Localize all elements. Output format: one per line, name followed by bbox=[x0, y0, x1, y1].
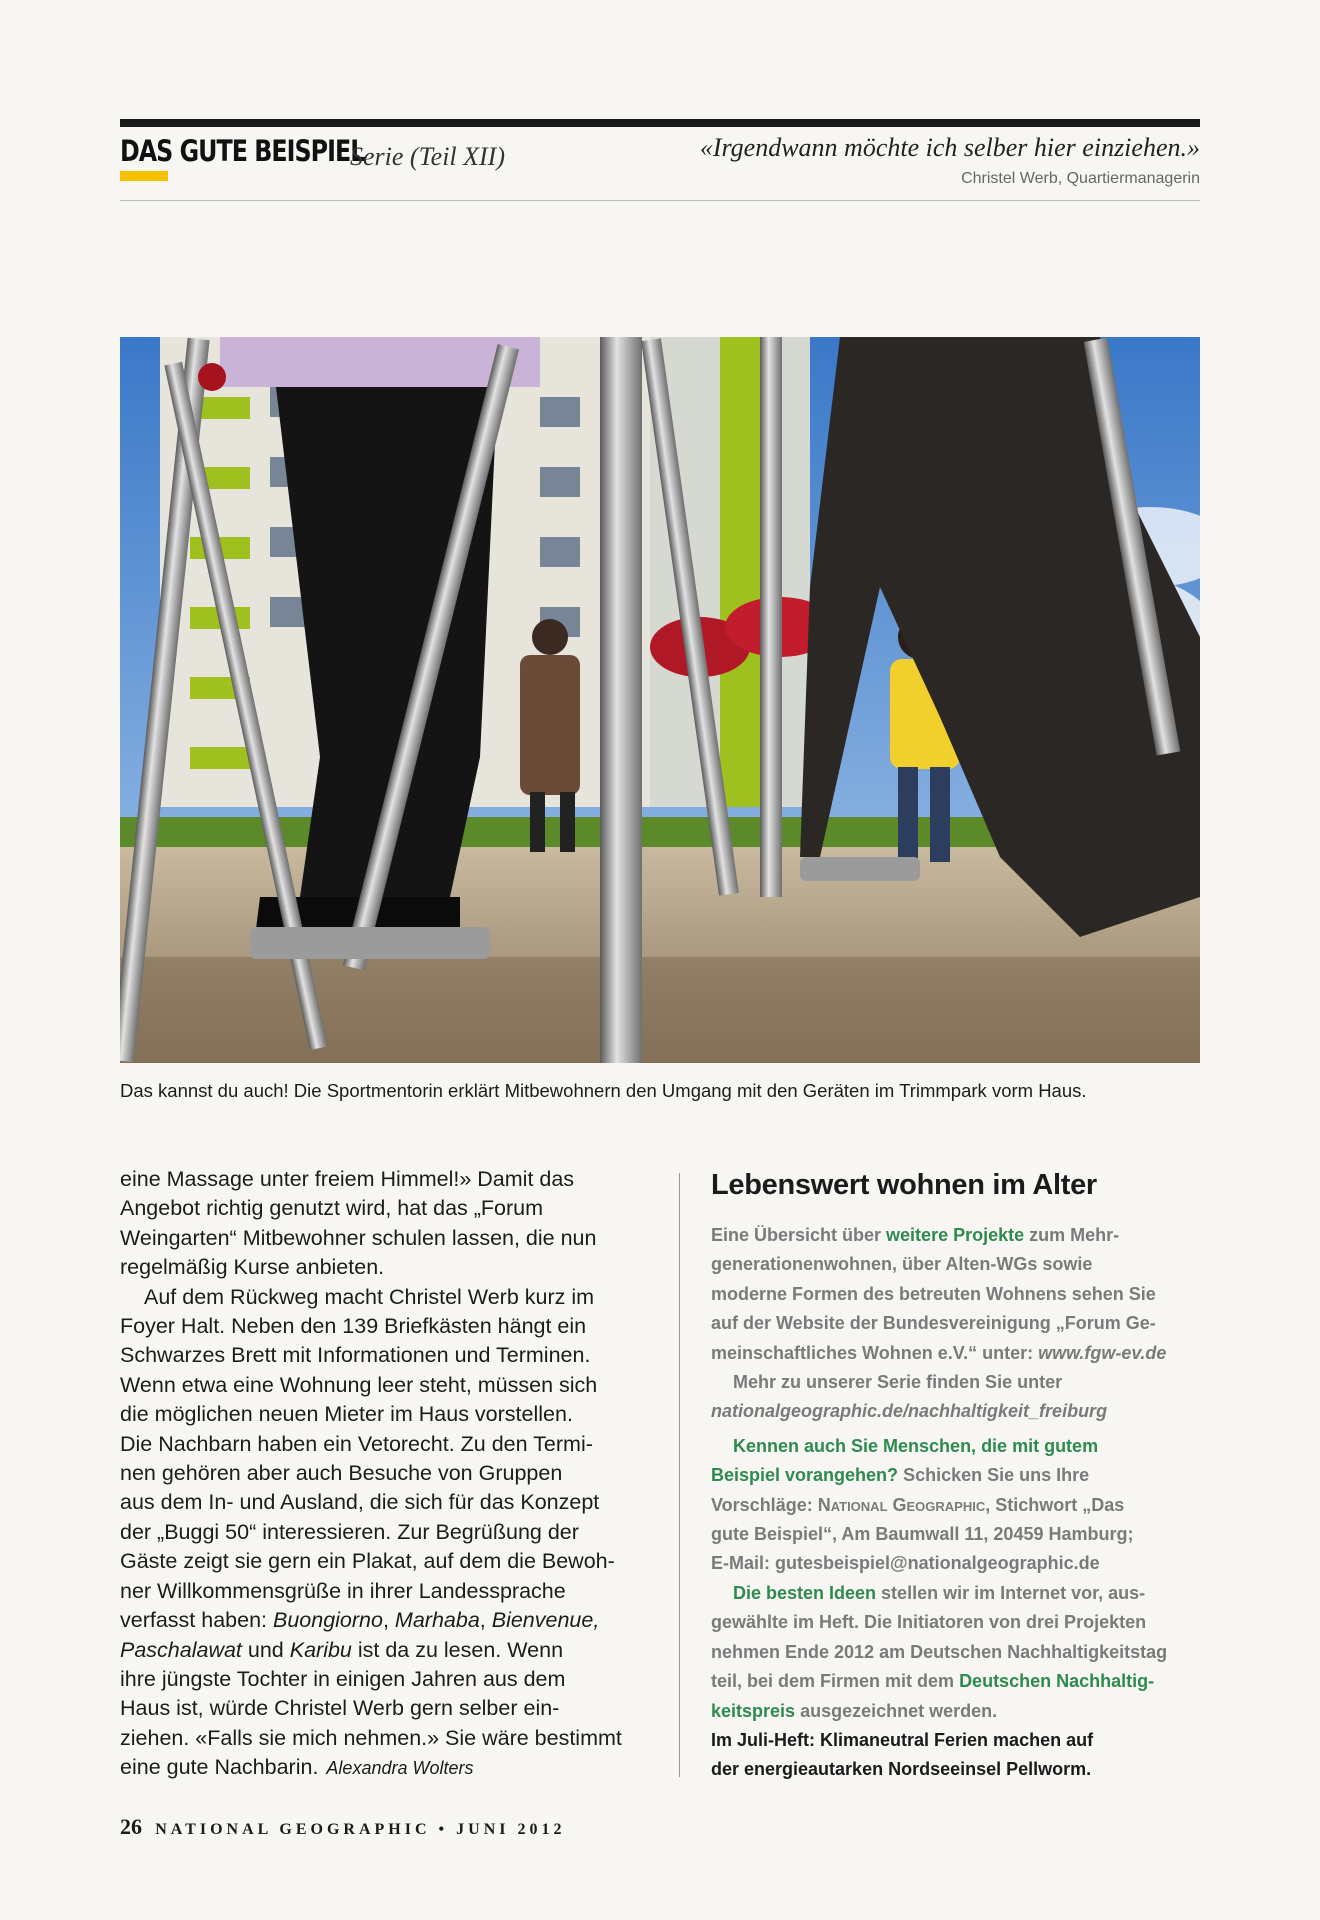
quote-source: Christel Werb, Quartiermanagerin bbox=[961, 170, 1200, 187]
text-run: , Stichwort „Das bbox=[985, 1494, 1125, 1515]
article-line: Schwarzes Brett mit Informationen und Terminen. bbox=[120, 1343, 591, 1368]
sidebar-title: Lebenswert wohnen im Alter bbox=[711, 1169, 1097, 1201]
sidebar-line bbox=[711, 1667, 1201, 1696]
article-line: Auf dem Rückweg macht Christel Werb kurz im bbox=[144, 1284, 595, 1309]
sidebar-line bbox=[711, 1397, 1201, 1426]
article-line: nen gehören aber auch Besuche von Gruppen bbox=[120, 1461, 563, 1486]
sidebar-line bbox=[711, 1221, 1201, 1250]
sidebar-line bbox=[711, 1697, 1201, 1726]
sidebar-highlight: Kennen auch Sie Menschen, die mit gutem bbox=[733, 1435, 1099, 1456]
sidebar-line bbox=[711, 1491, 1201, 1520]
article-line: ihre jüngste Tochter in einigen Jahren aus dem bbox=[120, 1666, 566, 1691]
text-run: , bbox=[479, 1608, 492, 1633]
text-run: teil, bei dem Firmen mit dem bbox=[711, 1671, 960, 1692]
column-rule bbox=[679, 1173, 680, 1777]
greeting-word: Buongiorno bbox=[272, 1608, 383, 1633]
fgw-url-link[interactable]: www.fgw-ev.de bbox=[1038, 1342, 1167, 1363]
text-run: Vorschläge: bbox=[711, 1494, 818, 1515]
article-line: regelmäßig Kurse anbieten. bbox=[120, 1255, 385, 1280]
sidebar-line: gewählte im Heft. Die Initiatoren von drei Projekten bbox=[711, 1612, 1147, 1633]
sidebar-line: generationenwohnen, über Alten-WGs sowie bbox=[711, 1254, 1093, 1275]
page-number: 26 bbox=[120, 1814, 142, 1839]
greeting-word: Karibu bbox=[289, 1637, 352, 1662]
article-line bbox=[120, 1606, 680, 1635]
article-line: aus dem In- und Ausland, die sich für das Konzept bbox=[120, 1490, 600, 1515]
text-run: eine gute Nachbarin. bbox=[120, 1755, 319, 1780]
article-line: eine Massage unter freiem Himmel!» Damit das bbox=[120, 1167, 575, 1191]
sidebar-line: Mehr zu unserer Serie finden Sie unter bbox=[733, 1372, 1063, 1393]
sidebar-box bbox=[711, 1165, 1201, 1785]
photo-illustration bbox=[120, 337, 1200, 1063]
photo-caption: Das kannst du auch! Die Sportmentorin erklärt Mitbewohnern den Umgang mit den Geräten im Trimmpark vorm Haus. bbox=[120, 1080, 1087, 1101]
article-line: Wenn etwa eine Wohnung leer steht, müssen sich bbox=[120, 1372, 598, 1397]
top-rule bbox=[120, 119, 1200, 127]
article-line: Foyer Halt. Neben den 139 Briefkästen hängt ein bbox=[120, 1314, 587, 1339]
text-run: ist da zu lesen. Wenn bbox=[351, 1637, 564, 1662]
text-run: Schicken Sie uns Ihre bbox=[898, 1465, 1090, 1486]
text-run: stellen wir im Internet vor, aus- bbox=[876, 1582, 1146, 1603]
text-run: verfasst haben: bbox=[120, 1608, 273, 1633]
article-line bbox=[120, 1636, 680, 1665]
rubric bbox=[120, 134, 505, 171]
folio-line: NATIONAL GEOGRAPHIC • JUNI 2012 bbox=[155, 1821, 566, 1838]
email-address[interactable]: E-Mail: gutesbeispiel@nationalgeographic.de bbox=[711, 1553, 1100, 1574]
sidebar-line: gute Beispiel“, Am Baumwall 11, 20459 Hamburg; bbox=[711, 1524, 1134, 1545]
sidebar-line bbox=[711, 1579, 1201, 1608]
next-issue-teaser: Im Juli-Heft: Klimaneutral Ferien machen auf bbox=[711, 1729, 1094, 1750]
text-run: ausgezeichnet werden. bbox=[795, 1700, 998, 1721]
sidebar-line bbox=[711, 1339, 1201, 1368]
yellow-accent-tab bbox=[120, 171, 168, 181]
rubric-title: DAS GUTE BEISPIEL bbox=[120, 134, 365, 168]
text-run: und bbox=[241, 1637, 290, 1662]
article-line: Haus ist, würde Christel Werb gern selber ein- bbox=[120, 1696, 560, 1721]
greeting-word: Paschalawat bbox=[120, 1637, 242, 1662]
greeting-word: Bienvenue, bbox=[491, 1608, 600, 1633]
article-line: der „Buggi 50“ interessieren. Zur Begrüßung der bbox=[120, 1519, 579, 1544]
sidebar-line: auf der Website der Bundesvereinigung „Forum Ge- bbox=[711, 1313, 1156, 1334]
award-link[interactable]: keitspreis bbox=[711, 1700, 796, 1721]
sidebar-highlight: Beispiel vorangehen? bbox=[711, 1465, 899, 1486]
article-line: ner Willkommensgrüße in ihrer Landessprache bbox=[120, 1578, 566, 1603]
article-line bbox=[120, 1753, 680, 1783]
sidebar-highlight: Die besten Ideen bbox=[733, 1582, 877, 1603]
article-line: die möglichen neuen Mieter im Haus vorstellen. bbox=[120, 1402, 573, 1427]
article-line: Gäste zeigt sie gern ein Plakat, auf dem die Bewoh- bbox=[120, 1549, 615, 1574]
header-rule bbox=[120, 200, 1200, 201]
article-body bbox=[120, 1165, 680, 1784]
greeting-word: Marhaba bbox=[394, 1608, 480, 1633]
brand-name: National Geographic bbox=[817, 1494, 986, 1515]
page-footer bbox=[120, 1814, 565, 1840]
sidebar-line bbox=[711, 1461, 1201, 1490]
sidebar-line: moderne Formen des betreuten Wohnens sehen Sie bbox=[711, 1283, 1156, 1304]
article-line: Weingarten“ Mitbewohner schulen lassen, die nun bbox=[120, 1225, 597, 1250]
award-link[interactable]: Deutschen Nachhaltig- bbox=[959, 1671, 1155, 1692]
article-line: ziehen. «Falls sie mich nehmen.» Sie wäre bestimmt bbox=[120, 1725, 622, 1750]
sidebar-line: nehmen Ende 2012 am Deutschen Nachhaltigkeitstag bbox=[711, 1641, 1168, 1662]
series-label: Serie (Teil XII) bbox=[350, 142, 505, 171]
text-run: , bbox=[382, 1608, 395, 1633]
sidebar-body bbox=[711, 1221, 1201, 1785]
series-url-link[interactable]: nationalgeographic.de/nachhaltigkeit_freiburg bbox=[711, 1401, 1108, 1422]
text-run: zum Mehr- bbox=[1024, 1225, 1120, 1245]
projects-link[interactable]: weitere Projekte bbox=[886, 1225, 1025, 1245]
next-issue-teaser: der energieautarken Nordseeinsel Pellworm. bbox=[711, 1759, 1092, 1780]
text-run: Eine Übersicht über bbox=[711, 1225, 887, 1245]
text-run: meinschaftliches Wohnen e.V.“ unter: bbox=[711, 1342, 1039, 1363]
pull-quote: «Irgendwann möchte ich selber hier einziehen.» bbox=[699, 133, 1200, 162]
article-photo bbox=[120, 337, 1200, 1063]
article-line: Die Nachbarn haben ein Vetorecht. Zu den Termi- bbox=[120, 1431, 593, 1456]
author-byline: Alexandra Wolters bbox=[326, 1758, 474, 1779]
article-line: Angebot richtig genutzt wird, hat das „Forum bbox=[120, 1196, 544, 1221]
